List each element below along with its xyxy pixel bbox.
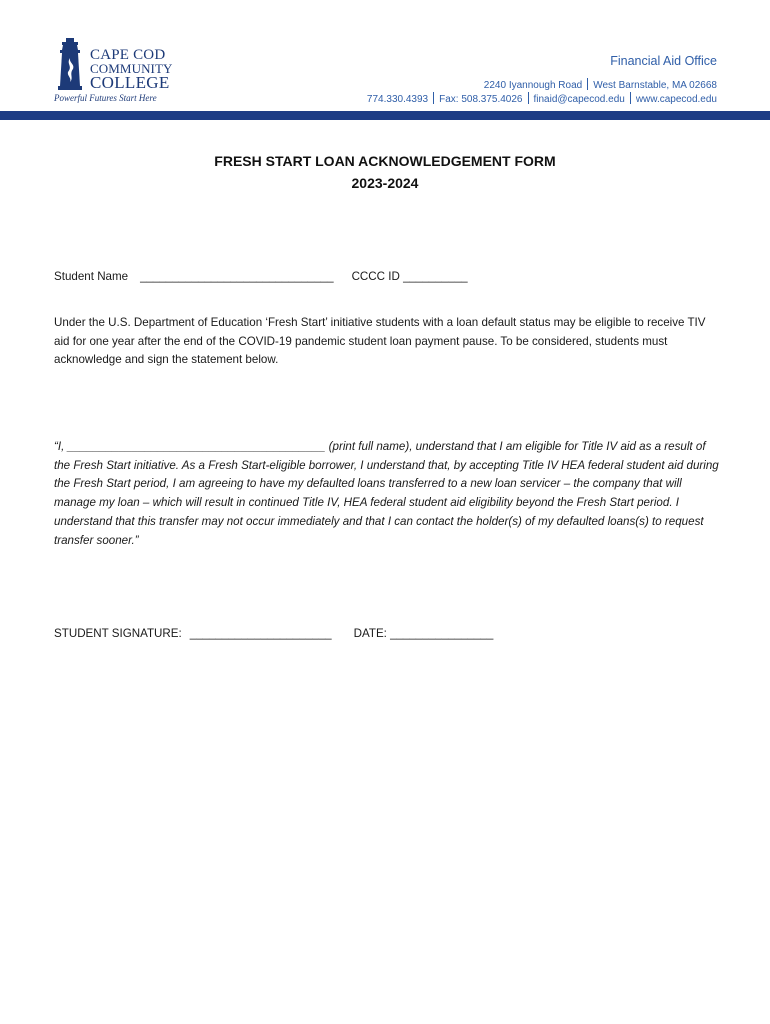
form-year: 2023-2024 <box>351 175 419 191</box>
cccc-id-label: CCCC ID <box>351 270 400 283</box>
divider <box>630 92 631 104</box>
date-field[interactable]: ________________ <box>390 627 494 640</box>
signature-row <box>54 627 493 640</box>
logo-text-line1: CAPE COD <box>90 47 166 63</box>
logo-text-line3: COLLEGE <box>90 73 170 92</box>
student-name-field[interactable]: ______________________________ <box>140 270 334 283</box>
signature-label: STUDENT SIGNATURE: <box>54 627 182 640</box>
email-link[interactable]: finaid@capecod.edu <box>533 94 625 105</box>
logo-text-line2: COMMUNITY <box>90 61 173 76</box>
student-info-row <box>54 270 468 283</box>
fax-number: Fax: 508.375.4026 <box>439 94 523 105</box>
letterhead <box>0 0 770 122</box>
phone-number: 774.330.4393 <box>366 94 429 105</box>
divider <box>587 78 588 90</box>
contact-line <box>367 92 717 105</box>
student-name-label: Student Name <box>54 270 129 283</box>
office-name: Financial Aid Office <box>610 54 717 68</box>
website-link[interactable]: www.capecod.edu <box>635 94 717 105</box>
intro-paragraph: Under the U.S. Department of Education ‘Fresh Start’ initiative students with a loan default status may be eligible to receive TIV aid for one year after the end of the COVID-19 pandemic student loan payment pause. To be considered, students must acknowledge and sign the statement below. <box>54 316 706 367</box>
address-line <box>484 78 717 91</box>
header-band <box>0 111 770 120</box>
divider <box>433 92 434 104</box>
date-label: DATE: <box>353 627 387 640</box>
lighthouse-icon <box>54 38 86 90</box>
logo-tagline: Powerful Futures Start Here <box>54 93 157 103</box>
cccc-id-field[interactable]: __________ <box>403 270 468 283</box>
signature-field[interactable]: ______________________ <box>189 627 332 640</box>
acknowledgement-statement: “I, ________________________________________ (print full name), understand that I am eligible for Title IV aid as a result of the Fresh Start initiative. As a Fresh Start-eligible borrower, I understand that, by accepting Title IV HEA federal student aid during the Fresh Start period, I am agreeing to have my defaulted loans transferred to a new loan servicer – the company that will manage my loan – which will result in continued Title IV, HEA federal student aid eligibility beyond the Fresh Start period. I understand that this transfer may not occur immediately and that I can contact the holder(s) of my defaulted loans(s) to request transfer sooner.” <box>54 440 719 547</box>
street-address: 2240 Iyannough Road <box>483 80 583 91</box>
college-logo <box>52 38 182 104</box>
divider <box>528 92 529 104</box>
form-title: FRESH START LOAN ACKNOWLEDGEMENT FORM <box>214 153 556 169</box>
city-state-zip: West Barnstable, MA 02668 <box>593 80 717 91</box>
